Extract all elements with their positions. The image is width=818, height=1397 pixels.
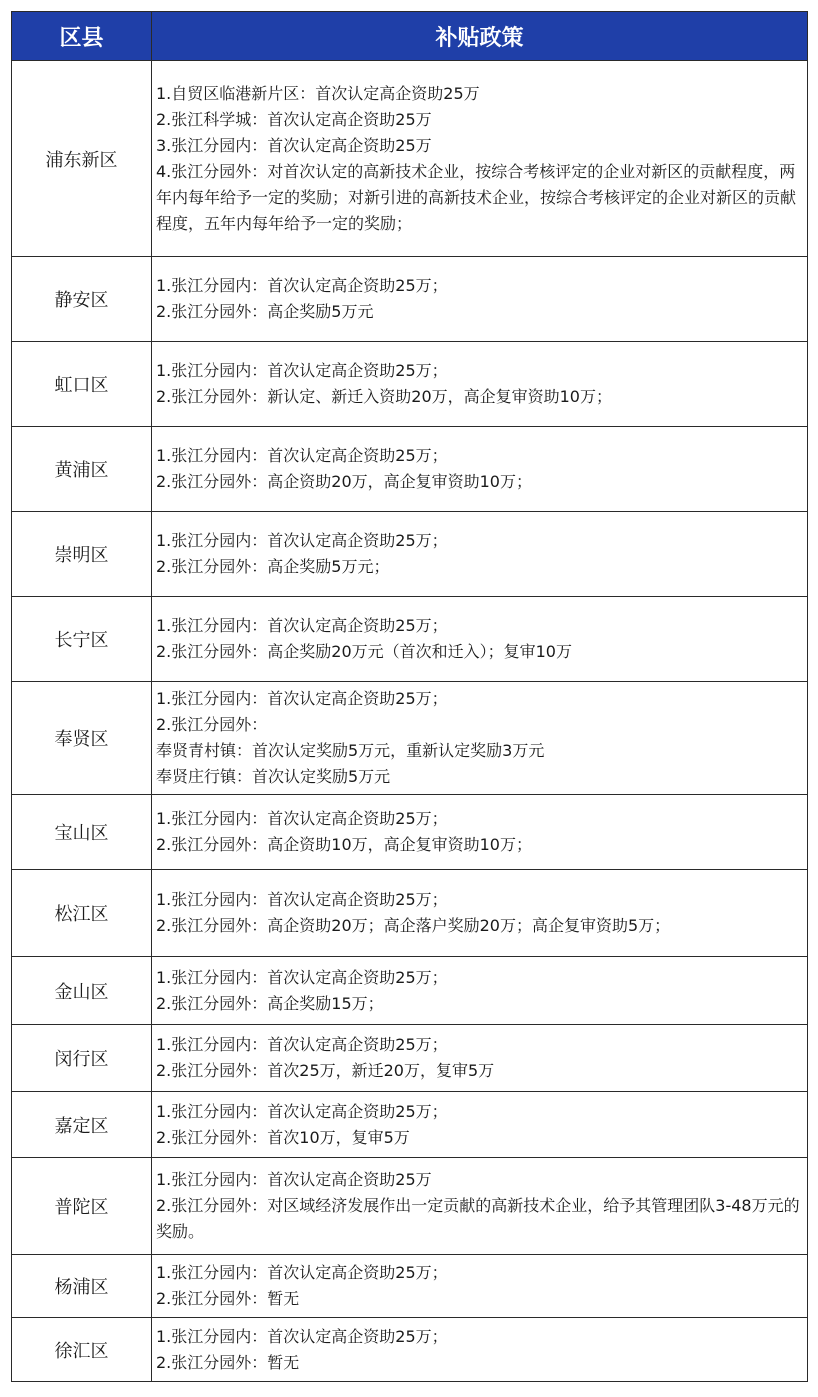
policy-line: 2.张江分园外：高企奖励5万元: [156, 302, 374, 321]
policy-line: 1.张江分园内：首次认定高企资助25万；: [156, 809, 448, 828]
policy-cell: [152, 1318, 808, 1382]
policy-cell: [152, 512, 808, 597]
header-policy: 补贴政策: [152, 12, 808, 61]
table-row: [12, 682, 808, 795]
policy-line: 2.张江分园外：首次10万，复审5万: [156, 1127, 410, 1147]
policy-line: 1.张江分园内：首次认定高企资助25万；: [156, 689, 448, 708]
policy-line: 2.张江分园外：: [156, 715, 268, 734]
policy-line: 1.张江分园内：首次认定高企资助25万；: [156, 531, 448, 550]
policy-line: 2.张江分园外：高企奖励5万元；: [156, 557, 390, 576]
table-row: [12, 870, 808, 957]
district-cell: 金山区: [12, 957, 152, 1025]
district-cell: 黄浦区: [12, 427, 152, 512]
policy-line: 1.张江分园内：首次认定高企资助25万；: [156, 1035, 448, 1054]
table-header-row: [12, 12, 808, 61]
policy-line: 1.张江分园内：首次认定高企资助25万；: [156, 1263, 448, 1282]
district-cell: 浦东新区: [12, 61, 152, 257]
policy-line: 1.自贸区临港新片区：首次认定高企资助25万: [156, 83, 480, 103]
policy-line: 1.张江分园内：首次认定高企资助25万；: [156, 890, 448, 909]
policy-line: 3.张江分园内：首次认定高企资助25万: [156, 135, 432, 155]
policy-cell: [152, 342, 808, 427]
policy-cell: [152, 682, 808, 795]
district-cell: 宝山区: [12, 795, 152, 870]
district-cell: 杨浦区: [12, 1255, 152, 1318]
header-district: 区县: [12, 12, 152, 61]
subsidy-table: [11, 11, 808, 1382]
district-cell: 长宁区: [12, 597, 152, 682]
table-row: [12, 795, 808, 870]
policy-line: 1.张江分园内：首次认定高企资助25万；: [156, 616, 448, 635]
table-row: [12, 427, 808, 512]
policy-line: 2.张江分园外：暂无: [156, 1289, 300, 1308]
district-cell: 闵行区: [12, 1025, 152, 1092]
district-cell: 静安区: [12, 257, 152, 342]
district-cell: 普陀区: [12, 1158, 152, 1255]
policy-cell: [152, 1158, 808, 1255]
table-row: [12, 512, 808, 597]
policy-line: 2.张江分园外：高企资助20万，高企复审资助10万；: [156, 472, 532, 491]
policy-cell: [152, 427, 808, 512]
policy-line: 4.张江分园外：对首次认定的高新技术企业，按综合考核评定的企业对新区的贡献程度，两年内每年给予一定的奖励；对新引进的高新技术企业，按综合考核评定的企业对新区的贡献程度，五年内每年给予一定的奖励；: [156, 161, 797, 233]
policy-line: 2.张江分园外：高企资助20万；高企落户奖励20万；高企复审资助5万；: [156, 916, 671, 935]
policy-line: 奉贤庄行镇：首次认定奖励5万元: [156, 767, 391, 786]
table-row: [12, 1158, 808, 1255]
table-row: [12, 257, 808, 342]
district-cell: 松江区: [12, 870, 152, 957]
table-body: [12, 61, 808, 1382]
policy-line: 2.张江分园外：新认定、新迁入资助20万，高企复审资助10万；: [156, 387, 612, 406]
policy-line: 1.张江分园内：首次认定高企资助25万: [156, 1170, 432, 1189]
table-row: [12, 1255, 808, 1318]
policy-line: 2.张江分园外：高企资助10万，高企复审资助10万；: [156, 835, 532, 854]
table-row: [12, 342, 808, 427]
district-cell: 奉贤区: [12, 682, 152, 795]
policy-line: 奉贤青村镇：首次认定奖励5万元，重新认定奖励3万元: [156, 741, 545, 760]
policy-line: 1.张江分园内：首次认定高企资助25万；: [156, 967, 448, 987]
policy-line: 2.张江分园外：暂无: [156, 1352, 300, 1372]
policy-line: 2.张江分园外：高企奖励15万；: [156, 993, 384, 1013]
policy-line: 1.张江分园内：首次认定高企资助25万；: [156, 1326, 448, 1346]
district-cell: 嘉定区: [12, 1092, 152, 1158]
district-cell: 徐汇区: [12, 1318, 152, 1382]
policy-line: 2.张江科学城：首次认定高企资助25万: [156, 109, 432, 129]
policy-line: 2.张江分园外：对区域经济发展作出一定贡献的高新技术企业，给予其管理团队3-48万元的奖励。: [156, 1196, 800, 1241]
table-row: [12, 61, 808, 257]
policy-line: 1.张江分园内：首次认定高企资助25万；: [156, 361, 448, 380]
policy-line: 2.张江分园外：高企奖励20万元（首次和迁入）；复审10万: [156, 642, 572, 661]
policy-cell: [152, 597, 808, 682]
district-cell: 虹口区: [12, 342, 152, 427]
policy-cell: [152, 957, 808, 1025]
policy-cell: [152, 795, 808, 870]
policy-line: 2.张江分园外：首次25万，新迁20万，复审5万: [156, 1061, 495, 1080]
district-cell: 崇明区: [12, 512, 152, 597]
table-row: [12, 957, 808, 1025]
policy-cell: [152, 1092, 808, 1158]
table-row: [12, 597, 808, 682]
policy-cell: [152, 870, 808, 957]
policy-line: 1.张江分园内：首次认定高企资助25万；: [156, 276, 448, 295]
policy-cell: [152, 1255, 808, 1318]
table-row: [12, 1092, 808, 1158]
table-row: [12, 1318, 808, 1382]
policy-line: 1.张江分园内：首次认定高企资助25万；: [156, 446, 448, 465]
policy-cell: [152, 61, 808, 257]
policy-line: 1.张江分园内：首次认定高企资助25万；: [156, 1101, 448, 1121]
policy-cell: [152, 257, 808, 342]
table-row: [12, 1025, 808, 1092]
policy-cell: [152, 1025, 808, 1092]
